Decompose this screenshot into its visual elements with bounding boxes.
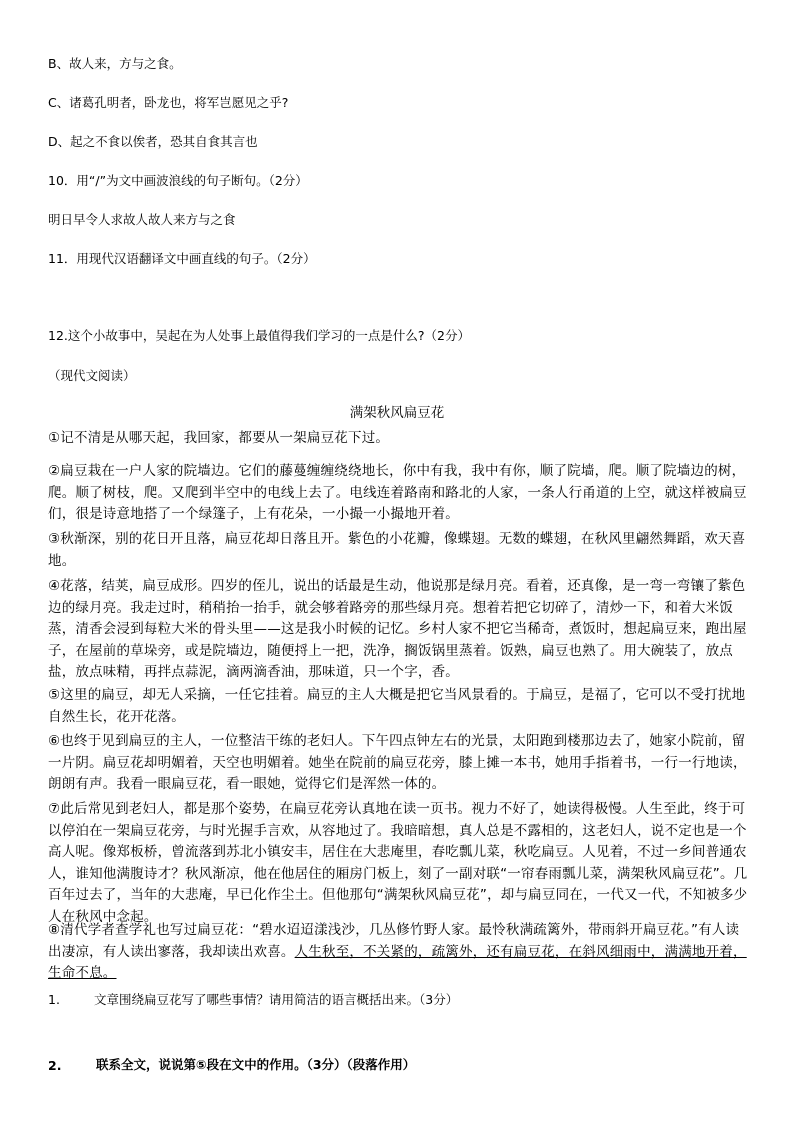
article-title: 满架秋风扁豆花 — [349, 405, 445, 421]
question-2-number: 2. — [48, 1058, 62, 1073]
paragraph-8-text: ⑧清代学者查学礼也写过扁豆花：“碧水迢迢漾浅沙，几丛修竹野人家。最怜秋满疏篱外，带雨斜开扁豆花。”有人读出凄凉，有人读出寥落，我却读出欢喜。 — [48, 922, 740, 960]
question-11: 11．用现代汉语翻译文中画直线的句子。（2分） — [48, 251, 316, 266]
question-12: 12.这个小故事中，吴起在为人处事上最值得我们学习的一点是什么?（2分） — [48, 328, 470, 343]
paragraph-5: ⑤这里的扁豆，却无人采摘，一任它挂着。扁豆的主人大概是把它当风景看的。于扁豆，是福了，它可以不受打扰地自然生长，花开花落。 — [48, 687, 746, 725]
paragraph-7: ⑦此后常见到老妇人，都是那个姿势，在扁豆花旁认真地在读一页书。视力不好了，她读得极慢。人生至此，终于可以停泊在一架扁豆花旁，与时光握手言欢，从容地过了。我暗暗想，真人总是不露相的，这老妇人，说不定也是一个高人呢。像郑板桥，曾流落到苏北小镇安丰，居住在大悲庵里，春吃瓢儿菜，秋吃扁豆。人见着，不过一乡间普通农人，谁知他满腹诗才？秋风渐凉，他在他居住的厢房门板上，刻了一副对联“一帘春雨瓢儿菜，满架秋风扁豆花”。几百年过去了，当年的大悲庵，早已化作尘土。但他那句“满架秋风扁豆花”，却与扁豆同在，一代又一代，不知被多少人在秋风中念起。 — [48, 801, 748, 925]
question-1: 文章围绕扁豆花写了哪些事情？请用简洁的语言概括出来。（3分） — [94, 992, 459, 1007]
paragraph-3: ③秋渐深，别的花日开且落，扁豆花却日落且开。紫色的小花瓣，像蝶翅。无数的蝶翅，在秋风里翩然舞蹈，欢天喜地。 — [48, 531, 746, 569]
question-2: 联系全文，说说第⑤段在文中的作用。（3分）（段落作用） — [96, 1057, 416, 1072]
option-c: C、诸葛孔明者，卧龙也，将军岂愿见之乎? — [48, 95, 289, 110]
paragraph-2: ②扁豆栽在一户人家的院墙边。它们的藤蔓缠缠绕绕地长，你中有我，我中有你，顺了院墙，爬。顺了院墙边的树，爬。顺了树枝，爬。又爬到半空中的电线上去了。电线连着路南和路北的人家，一条人行甬道的上空，就这样被扁豆们，很是诗意地搭了一个绿篷子，上有花朵，一小撮一小撮地开着。 — [48, 463, 747, 523]
section-label: （现代文阅读） — [48, 368, 136, 383]
paragraph-8 — [48, 920, 748, 985]
option-b: B、故人来，方与之食。 — [48, 56, 182, 71]
question-10-text: 明日早令人求故人故人来方与之食 — [48, 212, 236, 227]
question-1-number: 1. — [48, 992, 60, 1007]
question-10: 10．用“/”为文中画波浪线的句子断句。（2分） — [48, 173, 308, 188]
paragraph-4: ④花落，结荚，扁豆成形。四岁的侄儿，说出的话最是生动，他说那是绿月亮。看着，还真像，是一弯一弯镶了紫色边的绿月亮。我走过时，稍稍抬一抬手，就会够着路旁的那些绿月亮。想着若把它切碎了，清炒一下，和着大米饭蒸，清香会浸到每粒大米的骨头里——这是我小时候的记忆。乡村人家不把它当稀奇，煮饭时，想起扁豆来，跑出屋子，在屋前的草垛旁，或是院墙边，随便捋上一把，洗净，搁饭锅里蒸着。饭熟，扁豆也熟了。用大碗装了，放点盐，放点味精，再拌点蒜泥，滴两滴香油，那味道，只一个字，香。 — [48, 578, 747, 681]
paragraph-8-underlined: 人生秋至，不关紧的，疏篱外，还有扁豆花，在斜风细雨中，满满地开着，生命不息。 — [48, 943, 747, 982]
option-d: D、起之不食以俟者，恐其自食其言也 — [48, 134, 258, 149]
paragraph-1: ①记不清是从哪天起，我回家，都要从一架扁豆花下过。 — [48, 430, 390, 446]
paragraph-6: ⑥也终于见到扁豆的主人，一位整洁干练的老妇人。下午四点钟左右的光景，太阳跑到楼那边去了，她家小院前，留一片阴。扁豆花却明媚着，天空也明媚着。她坐在院前的扁豆花旁，膝上摊一本书，她用手指着书，一行一行地读，朗朗有声。我看一眼扁豆花，看一眼她，觉得它们是浑然一体的。 — [48, 733, 747, 793]
